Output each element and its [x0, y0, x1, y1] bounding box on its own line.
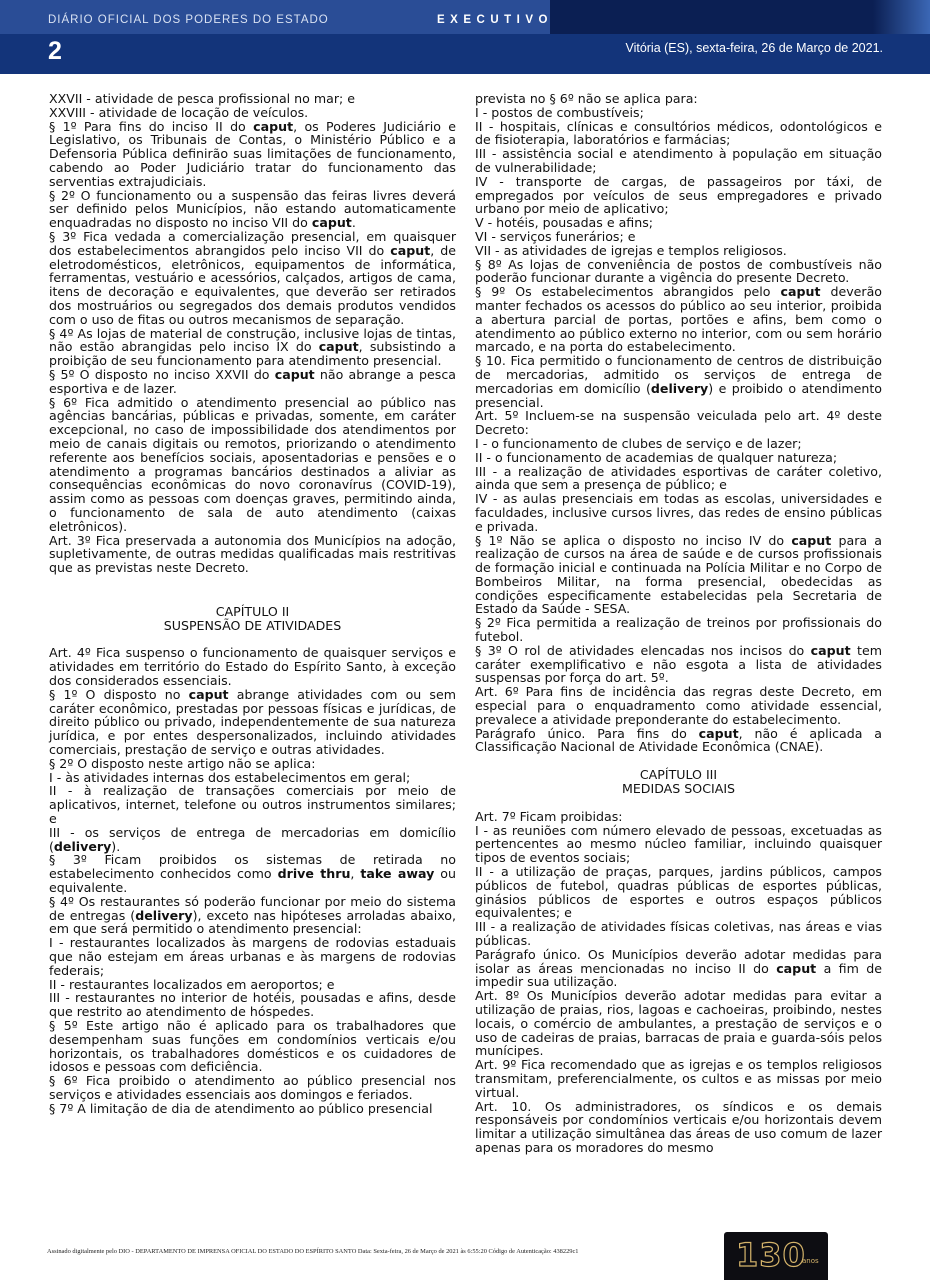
digital-signature-note: Assinado digitalmente pelo DIO - DEPARTAMENTO DE IMPRENSA OFICIAL DO ESTADO DO ESPÍRITO SANTO Data: Sexta-feira, 26 de Março de 2021 às 6:55:20 Código de Autenticação: 438229c1 [47, 1248, 579, 1255]
paragraph: Art. 8º Os Municípios deverão adotar medidas para evitar a utilização de praias, rios, lagoas e cachoeiras, proibindo, nestes locais, o comércio de ambulantes, a prestação de serviços e o uso de cadeiras de praias, barracas de praia e guarda-sóis pelos munícipes. [475, 988, 882, 1059]
paragraph: III - a realização de atividades físicas coletivas, nas áreas e vias públicas. [475, 919, 882, 949]
chapter-2-title: SUSPENSÃO DE ATIVIDADES [163, 617, 342, 633]
paragraph: Art. 4º Fica suspenso o funcionamento de quaisquer serviços e atividades em território do Estado do Espírito Santo, à exceção dos considerados essenciais. [49, 645, 456, 689]
left-column [49, 92, 456, 1116]
header-section-band [550, 0, 930, 34]
right-column [475, 92, 882, 1155]
paragraph: § 4º As lojas de material de construção, inclusive lojas de tintas, não estão abrangidas pelo inciso IX do caput, subsistindo a proibição de seu funcionamento para atendimento presencial. [49, 325, 456, 369]
paragraph: I - as reuniões com número elevado de pessoas, excetuadas as pertencentes ao mesmo núcleo familiar, incluindo quaisquer tipos de eventos sociais; [475, 822, 882, 866]
chapter-3-number: CAPÍTULO III [639, 767, 718, 783]
chapter-3-title: MEDIDAS SOCIAIS [621, 781, 736, 797]
paragraph: § 2º O funcionamento ou a suspensão das feiras livres deverá ser definido pelos Municípios, não estando automaticamente enquadradas no disposto no inciso VII do caput. [49, 187, 456, 231]
paragraph: § 1º Não se aplica o disposto no inciso IV do caput para a realização de cursos na área de saúde e de cursos profissionais de formação inicial e continuada na Polícia Militar e no Corpo de Bombeiros Militar, na forma presencial, obedecidas as condições especificamente estabelecidas pela Secretaria de Estado da Saúde - SESA. [475, 532, 882, 617]
paragraph: prevista no § 6º não se aplica para: [475, 91, 698, 106]
paragraph: Art. 3º Fica preservada a autonomia dos Municípios na adoção, supletivamente, de outras medidas qualificadas mais restritivas que as previstas neste Decreto. [49, 532, 456, 576]
paragraph: I - postos de combustíveis; [475, 104, 644, 120]
paragraph: V - hotéis, pousadas e afins; [475, 215, 654, 231]
paragraph: III - a realização de atividades esportivas de caráter coletivo, ainda que sem a presença de público; e [475, 463, 882, 493]
paragraph: § 5º O disposto no inciso XXVII do caput não abrange a pesca esportiva e de lazer. [49, 366, 456, 396]
section-name: EXECUTIVO [437, 14, 553, 26]
paragraph: IV - as aulas presenciais em todas as escolas, universidades e faculdades, inclusive cursos livres, das redes de ensino públicas e privada. [475, 491, 882, 534]
paragraph: § 9º Os estabelecimentos abrangidos pelo caput deverão manter fechados os acessos do público ao seu interior, proibida a abertura parcial de portas, portões e afins, bem como o atendimento ao público externo no interior, com ou sem horário marcado, e na porta do estabelecimento. [475, 284, 882, 355]
paragraph: Art. 7º Ficam proibidas: [475, 808, 623, 824]
right-column-block-2 [475, 810, 882, 1155]
paragraph: Art. 6º Para fins de incidência das regras deste Decreto, em especial para o enquadramento como atividade essencial, prevalece a atividade preponderante do estabelecimento. [475, 684, 882, 727]
paragraph: § 4º Os restaurantes só poderão funcionar por meio do sistema de entregas (delivery), exceto nas hipóteses arroladas abaixo, em que será permitido o atendimento presencial: [49, 893, 456, 937]
paragraph: Art. 10. Os administradores, os síndicos e os demais responsáveis por condomínios verticais e/ou horizontais devem limitar a utilização simultânea das áreas de uso comum de lazer apenas para os moradores do mesmo [475, 1098, 882, 1155]
paragraph: III - restaurantes no interior de hotéis, pousadas e afins, desde que restrito ao atendimento de hóspedes. [49, 990, 456, 1020]
page-number: 2 [48, 37, 62, 65]
journal-title: DIÁRIO OFICIAL DOS PODERES DO ESTADO [48, 14, 329, 26]
paragraph: II - hospitais, clínicas e consultórios médicos, odontológicos e de fisioterapia, laboratórios e farmácias; [475, 118, 882, 148]
issue-date: Vitória (ES), sexta-feira, 26 de Março de 2021. [625, 41, 883, 55]
paragraph: IV - transporte de cargas, de passageiros por táxi, de empregados por veículos de seus empregadores e privado urbano por meio de aplicativo; [475, 173, 882, 217]
paragraph: XXVII - atividade de pesca profissional no mar; e [49, 91, 356, 106]
paragraph: § 6º Fica proibido o atendimento ao público presencial nos serviços e atividades essenciais aos domingos e feriados. [49, 1073, 456, 1102]
paragraph: II - o funcionamento de academias de qualquer natureza; [475, 449, 838, 465]
paragraph: III - assistência social e atendimento à população em situação de vulnerabilidade; [475, 146, 882, 175]
seal-subtext: anos [802, 1257, 819, 1265]
paragraph: § 2º O disposto neste artigo não se aplica: [49, 755, 316, 771]
paragraph: § 3º Fica vedada a comercialização presencial, em quaisquer dos estabelecimentos abrangidos pelo inciso VII do caput, de eletrodomésticos, eletrônicos, equipamentos de informática, ferramentas, vestuário e acessórios, calçados, artigos de cama, itens de decoração e equivalentes, que deverão ser retirados dos mostruários ou segregados dos demais produtos vendidos com o uso de fitas ou outros mecanismos de separação. [49, 228, 457, 327]
anniversary-seal-logo [724, 1232, 828, 1280]
paragraph: XXVIII - atividade de locação de veículos. [49, 104, 309, 120]
paragraph: § 8º As lojas de conveniência de postos de combustíveis não poderão funcionar durante a vigência do presente Decreto. [475, 256, 882, 286]
paragraph: Art. 9º Fica recomendado que as igrejas e os templos religiosos transmitam, preferencialmente, os cultos e as missas por meio virtual. [475, 1057, 882, 1100]
left-column-block-1 [49, 92, 456, 575]
paragraph: Art. 5º Incluem-se na suspensão veiculada pelo art. 4º deste Decreto: [475, 408, 882, 438]
paragraph: I - restaurantes localizados às margens de rodovias estaduais que não estejam em áreas urbanas e às margens de rodovias federais; [49, 935, 456, 978]
paragraph: Parágrafo único. Os Municípios deverão adotar medidas para isolar as áreas mencionadas no inciso II do caput a fim de impedir sua utilização. [475, 946, 882, 990]
paragraph: § 3º Ficam proibidos os sistemas de retirada no estabelecimento conhecidos como drive thru, take away ou equivalente. [49, 852, 456, 896]
right-column-block-1 [475, 92, 882, 754]
chapter-2-number: CAPÍTULO II [215, 603, 290, 619]
seal-number: 130 [736, 1236, 806, 1274]
paragraph: I - o funcionamento de clubes de serviço e de lazer; [475, 435, 802, 451]
paragraph: Parágrafo único. Para fins do caput, não é aplicada a Classificação Nacional de Atividade Econômica (CNAE). [475, 725, 882, 755]
paragraph: § 6º Fica admitido o atendimento presencial ao público nas agências bancárias, públicas e privadas, somente, em caráter excepcional, no caso de impossibilidade dos atendimentos por meio de canais digitais ou remotos, priorizando o atendimento referente aos benefícios sociais, aposentadorias e pensões e o atendimento a programas bancários destinados a aliviar as consequências econômicas do novo coronavírus (COVID-19), assim como as pessoas com doenças graves, permitindo ainda, o funcionamento de sala de auto atendimento (caixas eletrônicos). [49, 394, 456, 534]
left-column-block-2 [49, 646, 456, 1115]
paragraph: § 1º Para fins do inciso II do caput, os Poderes Judiciário e Legislativo, os Tribunais de Contas, o Ministério Público e a Defensoria Pública definirão suas limitações de funcionamento, cabendo ao Poder Judiciário tratar do funcionamento das serventias extrajudiciais. [49, 118, 457, 189]
paragraph: § 2º Fica permitida a realização de treinos por profissionais do futebol. [475, 615, 882, 645]
page-header [0, 0, 930, 74]
paragraph: III - os serviços de entrega de mercadorias em domicílio (delivery). [49, 824, 456, 854]
paragraph: II - restaurantes localizados em aeroportos; e [49, 976, 335, 992]
paragraph: § 10. Fica permitido o funcionamento de centros de distribuição de mercadorias, admitido os serviços de entrega de mercadorias em domicílio (delivery) e proibido o atendimento presencial. [475, 353, 882, 410]
paragraph: § 5º Este artigo não é aplicado para os trabalhadores que desempenham suas funções em condomínios verticais e/ou horizontais, os trabalhadores domésticos e os cuidadores de idosos e pessoas com deficiência. [49, 1018, 456, 1075]
paragraph: I - às atividades internas dos estabelecimentos em geral; [49, 769, 411, 785]
paragraph: § 1º O disposto no caput abrange atividades com ou sem caráter econômico, prestadas por pessoas físicas e jurídicas, de direito público ou privado, independentemente de sua natureza jurídica, e por entes despersonalizados, incluindo atividades comerciais, prestação de serviço e outras atividades. [49, 686, 456, 758]
paragraph: § 3º O rol de atividades elencadas nos incisos do caput tem caráter exemplificativo e não esgota a lista de atividades suspensas por força do art. 5º. [475, 642, 882, 686]
paragraph: VII - as atividades de igrejas e templos religiosos. [475, 242, 787, 258]
paragraph: II - a utilização de praças, parques, jardins públicos, campos públicos de futebol, quadras públicas de esportes públicas, ginásios públicos de esportes e outros espaços públicos equivalentes; e [475, 864, 882, 921]
paragraph: II - à realização de transações comerciais por meio de aplicativos, internet, telefone ou outros instrumentos similares; e [49, 783, 456, 827]
paragraph: VI - serviços funerários; e [475, 228, 636, 244]
paragraph: § 7º A limitação de dia de atendimento ao público presencial [49, 1100, 433, 1116]
